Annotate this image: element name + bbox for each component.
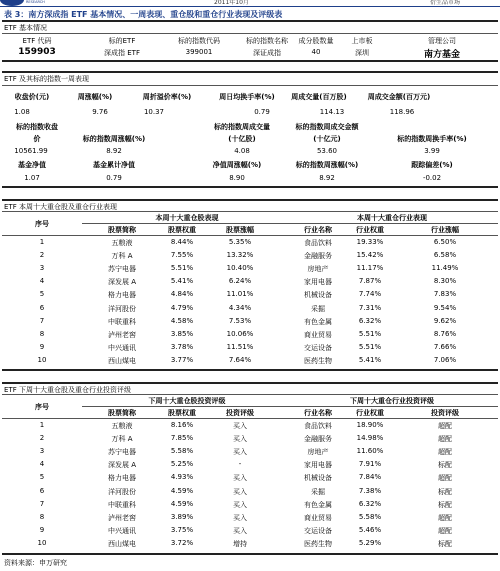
table-cell: 7.55% [170,251,194,260]
table-cell: 泸州老窖 [108,513,136,522]
table-cell: 5.46% [358,525,382,534]
table-cell: 6 [39,303,45,312]
table-cell: 3.75% [170,525,194,534]
table-cell: 4 [39,460,45,469]
table-cell: 3.78% [170,342,194,351]
rule [2,369,498,371]
table-row [2,277,498,290]
table-cell: 3.85% [170,329,194,338]
table-cell: 4.84% [170,290,194,299]
header-cell: 股票涨幅 [226,226,254,234]
table-cell: 超配 [438,474,452,483]
table-row [2,460,498,473]
header-cell: 收盘价(元) [14,93,50,101]
table-cell: 8.44% [170,238,194,246]
table-cell: 深发展 A [107,461,136,470]
table-cell: 西山煤电 [108,356,136,365]
value-cell: 1.07 [24,174,40,182]
table-cell: 5.29% [358,538,382,547]
table-cell: 商业贸易 [304,330,332,339]
table-cell: 1 [39,238,45,246]
header-cell: 周涨幅(%) [77,93,113,101]
table-cell: 6.32% [358,499,382,508]
table-row [2,447,498,460]
table-cell: 9 [39,525,45,534]
table-cell: 万科 A [111,435,133,444]
table-cell: 买入 [233,526,247,535]
table-cell: 18.90% [356,421,384,429]
index-name: 深证成指 [253,49,281,57]
table-row [2,434,498,447]
table-cell: 7.31% [358,303,382,312]
value-cell: 0.79 [254,108,270,116]
value-cell: -0.02 [422,174,442,182]
value-cell: 8.92 [106,147,122,155]
table-cell: 超配 [438,422,452,430]
rule [2,60,498,62]
value-cell: 118.96 [389,108,415,116]
exchange: 深圳 [355,49,369,57]
header-cell: 标的指数名称 [246,37,288,45]
table-cell: 医药生物 [304,356,332,365]
rule [2,553,498,555]
header-cell: 行业权重 [356,409,384,417]
table-cell: 机械设备 [304,291,332,300]
table-cell: 苏宁电器 [108,448,136,457]
page-header [0,0,500,6]
report-date: 2011年10月 [214,0,249,6]
header-cell: 标的指数代码 [178,37,220,45]
header-cell: 价 [33,135,41,143]
table-row [2,487,498,500]
table-cell: 6.32% [358,316,382,325]
header-cell: ETF 代码 [22,37,52,45]
rule [2,418,498,419]
header-cell: 股票简称 [108,409,136,417]
table-cell: 9 [39,342,45,351]
table-cell: 1 [39,421,45,429]
table-cell: 10 [37,355,47,364]
table-cell: 5.58% [358,512,382,521]
table-cell: 4 [39,277,45,286]
table-cell: 房地产 [307,448,329,457]
header-cell: 标的指数周涨幅(%) [295,161,359,169]
value-cell: 53.60 [316,147,338,155]
table-cell: 机械设备 [304,474,332,483]
table-row [2,500,498,513]
table-cell: 苏宁电器 [108,265,136,274]
report-category: 衍生品市场 [430,0,461,6]
header-cell: 周折溢价率(%) [142,93,192,101]
value-cell: 10.37 [143,108,165,116]
header-cell: 跟踪偏差(%) [411,161,453,169]
table-row [2,526,498,539]
table-cell: 中联重科 [108,317,136,326]
table-cell: 8.76% [433,329,457,338]
table-cell: 5.51% [170,264,194,273]
value-cell: 3.99 [424,147,440,155]
header-cell: 投资评级 [431,409,459,417]
table-cell: 6 [39,486,45,495]
table-cell: 11.51% [226,342,254,351]
table-cell: 金融服务 [304,435,332,444]
table-cell: 7.85% [170,434,194,443]
value-cell: 114.13 [319,108,345,116]
table-cell: 万科 A [111,252,133,261]
table-cell: 超配 [438,513,452,522]
rule [2,186,498,188]
group-header: 下周十大重仓股投资评级 [148,397,226,405]
table-cell: 9.62% [433,316,457,325]
section-title-rating: ETF 下周十大重仓股及重仓行业投资评级 [4,386,131,394]
table-cell: 格力电器 [108,291,136,300]
table-cell: 买入 [233,500,247,509]
header-cell: 行业名称 [304,226,332,234]
table-row [2,317,498,330]
table-cell: 标配 [438,539,452,548]
header-cell: 标的指数收盘 [16,123,58,131]
table-cell: 7.64% [228,355,252,364]
value-cell: 8.90 [229,174,245,182]
table-cell: 4.59% [170,486,194,495]
table-cell: 标配 [438,487,452,496]
value-cell: 8.92 [319,174,335,182]
header-cell: 标的指数周成交金额 [295,123,359,131]
table-row [2,264,498,277]
table-cell: 6.24% [228,277,252,286]
table-cell: 超配 [438,526,452,535]
header-cell: 周成交金额(百万元) [367,93,431,101]
table-cell: 9.54% [433,303,457,312]
table-cell: 交运设备 [304,343,332,352]
table-cell: 家用电器 [304,461,332,470]
table-row [2,304,498,317]
table-cell: 西山煤电 [108,539,136,548]
table-cell: 7.83% [433,290,457,299]
table-cell: 6.58% [433,251,457,260]
rule [2,211,498,212]
table-cell: 10.40% [226,264,254,273]
table-cell: 5.35% [228,238,252,246]
section-title-basic: ETF 基本情况 [4,24,47,32]
header-cell: 标的ETF [108,37,136,45]
table-cell: 采掘 [311,304,325,313]
header-cell: 股票权重 [168,409,196,417]
manager: 南方基金 [423,50,460,60]
etf-name: 深成指 ETF [104,49,140,57]
table-cell: 房地产 [307,265,329,274]
table-cell: 3.89% [170,512,194,521]
rule [2,71,498,73]
table-cell: 10.06% [226,329,254,338]
table-cell: 医药生物 [304,539,332,548]
table-cell: 超配 [438,435,452,444]
table-cell: 家用电器 [304,278,332,287]
table-cell: 中兴通讯 [108,526,136,535]
table-cell: 买入 [233,435,247,444]
table-row [2,513,498,526]
table-cell: 7.38% [358,486,382,495]
table-cell: 5.25% [170,460,194,469]
table-cell: 买入 [233,448,247,457]
table-cell: 11.01% [226,290,254,299]
table-cell: 8.16% [170,421,194,429]
table-cell: 5.51% [358,329,382,338]
table-cell: 买入 [233,422,247,430]
header-cell: 上市板 [351,37,373,45]
section-title-top10: ETF 本周十大重仓股及重仓行业表现 [4,203,117,211]
table-cell: 7.91% [358,460,382,469]
table-row [2,356,498,369]
table-cell: 7 [39,499,45,508]
value-cell: 10561.99 [14,147,48,155]
table-cell: 洋河股份 [108,487,136,496]
table-cell: 有色金属 [304,500,332,509]
table-cell: 5.41% [170,277,194,286]
rule [2,20,498,22]
table-cell: 五粮液 [111,239,133,247]
section-title-weekly: ETF 及其标的指数一周表现 [4,75,89,83]
table-cell: 7.74% [358,290,382,299]
table-cell: 3.72% [170,538,194,547]
value-cell: 1.08 [14,108,30,116]
table-row [2,251,498,264]
rule [2,199,498,201]
table-cell: - [238,460,242,469]
header-cell: (十亿股) [228,135,256,143]
table-row [2,421,498,434]
table-cell: 中兴通讯 [108,343,136,352]
rule [2,85,498,86]
table-cell: 8 [39,512,45,521]
table-cell: 买入 [233,487,247,496]
table-cell: 标配 [438,500,452,509]
index-code: 399001 [185,48,213,56]
table-row [2,238,498,251]
rule [82,406,498,407]
table-cell: 食品饮料 [304,422,332,430]
table-cell: 2 [39,251,45,260]
rule [2,235,498,236]
table-cell: 19.33% [356,238,384,246]
table-cell: 4.79% [170,303,194,312]
table-cell: 11.60% [356,447,384,456]
table-cell: 13.32% [226,251,254,260]
table-row [2,290,498,303]
table-row [2,330,498,343]
table-cell: 格力电器 [108,474,136,483]
rule [82,223,498,224]
table-cell: 洋河股份 [108,304,136,313]
table-cell: 五粮液 [111,422,133,430]
header-cell: 周成交量(百万股) [291,93,347,101]
value-cell: 0.79 [106,174,122,182]
table-cell: 11.17% [356,264,384,273]
table-cell: 采掘 [311,487,325,496]
logo-subtitle: RESEARCH [26,0,45,4]
table-cell: 7.87% [358,277,382,286]
header-cell: 序号 [35,403,49,411]
table-cell: 买入 [233,513,247,522]
header-cell: 股票简称 [108,226,136,234]
table-cell: 10 [37,538,47,547]
header-cell: 标的指数周涨幅(%) [82,135,146,143]
table-cell: 5.51% [358,342,382,351]
value-cell: 4.08 [234,147,250,155]
header-cell: 标的指数周换手率(%) [397,135,467,143]
table-cell: 增持 [233,539,247,548]
header-cell: (十亿元) [313,135,341,143]
table-cell: 2 [39,434,45,443]
table-cell: 泸州老窖 [108,330,136,339]
table-cell: 3.77% [170,355,194,364]
header-cell: 行业涨幅 [431,226,459,234]
table-cell: 交运设备 [304,526,332,535]
header-cell: 标的指数周成交量 [214,123,270,131]
header-cell: 周日均换手率(%) [219,93,275,101]
table-cell: 5.41% [358,355,382,364]
header-cell: 净值周涨幅(%) [212,161,262,169]
table-cell: 标配 [438,461,452,470]
header-cell: 行业权重 [356,226,384,234]
table-cell: 超配 [438,448,452,457]
table-cell: 5 [39,290,45,299]
table-cell: 3 [39,264,45,273]
table-cell: 4.59% [170,499,194,508]
header-cell: 投资评级 [226,409,254,417]
table-row [2,343,498,356]
etf-code: 159903 [18,47,56,57]
table-cell: 7.84% [358,473,382,482]
table-cell: 8.30% [433,277,457,286]
group-header: 本周十大重仓行业表现 [357,214,427,222]
table-cell: 7.06% [433,355,457,364]
table-cell: 11.49% [431,264,459,273]
table-cell: 深发展 A [107,278,136,287]
header-cell: 基金净值 [18,161,46,169]
table-cell: 中联重科 [108,500,136,509]
table-cell: 5 [39,473,45,482]
rule [2,33,498,34]
table-cell: 6.50% [433,238,457,246]
header-cell: 行业名称 [304,409,332,417]
header-cell: 成分股数量 [298,37,334,45]
table-cell: 商业贸易 [304,513,332,522]
table-cell: 7.66% [433,342,457,351]
value-cell: 9.76 [92,108,108,116]
table-cell: 15.42% [356,251,384,260]
table-cell: 4.34% [228,303,252,312]
table-cell: 7 [39,316,45,325]
header-rule [0,6,500,7]
table-cell: 8 [39,329,45,338]
header-cell: 股票权重 [168,226,196,234]
constituent-count: 40 [311,48,321,56]
header-cell: 基金累计净值 [93,161,135,169]
table-cell: 食品饮料 [304,239,332,247]
table-cell: 有色金属 [304,317,332,326]
rule [2,394,498,395]
source-note: 资料来源：申万研究 [4,559,67,567]
group-header: 本周十大重仓股表现 [155,214,219,222]
header-cell: 序号 [35,220,49,228]
table-cell: 4.58% [170,316,194,325]
table-cell: 金融服务 [304,252,332,261]
table-cell: 3 [39,447,45,456]
table-caption: 表 3：南方深成指 ETF 基本情况、一周表现、重仓股和重仓行业表现及评级表 [4,10,283,19]
table-cell: 14.98% [356,434,384,443]
rule [2,382,498,384]
header-cell: 管理公司 [428,37,456,45]
table-cell: 7.53% [228,316,252,325]
group-header: 下周十大重仓行业投资评级 [350,397,434,405]
table-cell: 5.58% [170,447,194,456]
table-row [2,539,498,552]
table-cell: 4.93% [170,473,194,482]
table-row [2,473,498,486]
table-cell: 买入 [233,474,247,483]
